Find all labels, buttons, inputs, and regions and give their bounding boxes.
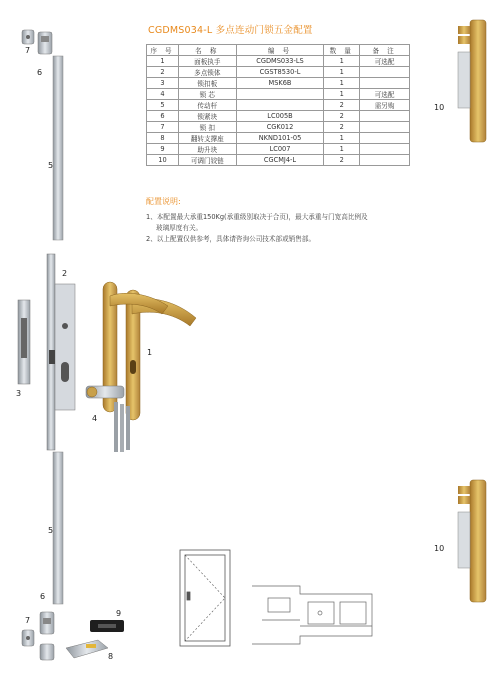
- cell-index: 3: [147, 78, 179, 89]
- cell-code: LC007: [236, 144, 324, 155]
- cell-code: NKND101-05: [236, 133, 324, 144]
- cell-remark: 需另购: [360, 100, 410, 111]
- lock-keeper-bottom: [22, 630, 54, 660]
- header-name: 名 称: [178, 45, 236, 56]
- callout-6: 6: [37, 68, 43, 77]
- cell-qty: 1: [324, 56, 360, 67]
- cell-index: 10: [147, 155, 179, 166]
- cell-index: 5: [147, 100, 179, 111]
- callout-4: 4: [92, 414, 98, 423]
- cell-name: 锁 扣: [178, 122, 236, 133]
- callout-2: 2: [62, 269, 68, 278]
- cell-qty: 2: [324, 111, 360, 122]
- cell-index: 7: [147, 122, 179, 133]
- cell-qty: 1: [324, 133, 360, 144]
- cell-qty: 1: [324, 78, 360, 89]
- cell-index: 6: [147, 111, 179, 122]
- door-elevation-drawing: [180, 550, 230, 646]
- cell-index: 9: [147, 144, 179, 155]
- cell-code: CGDMS033-LS: [236, 56, 324, 67]
- callout-6: 6: [40, 592, 46, 601]
- cell-name: 锁扣板: [178, 78, 236, 89]
- cell-qty: 1: [324, 144, 360, 155]
- lock-keeper-top: [22, 30, 34, 44]
- cell-name: 面板执手: [178, 56, 236, 67]
- cell-name: 助升块: [178, 144, 236, 155]
- section-profile-drawing: [252, 586, 372, 644]
- cell-code: CGK012: [236, 122, 324, 133]
- cell-qty: 2: [324, 122, 360, 133]
- cell-qty: 2: [324, 155, 360, 166]
- callout-8: 8: [108, 652, 114, 661]
- cell-qty: 2: [324, 100, 360, 111]
- callout-10: 10: [434, 544, 445, 553]
- callout-7: 7: [25, 46, 31, 55]
- cell-code: CGCMJ4-L: [236, 155, 324, 166]
- cell-code: LC005B: [236, 111, 324, 122]
- cell-name: 锁 芯: [178, 89, 236, 100]
- header-code: 编 号: [236, 45, 324, 56]
- support-seat: [66, 640, 108, 658]
- cell-name: 锁紧块: [178, 111, 236, 122]
- cell-code: MSK6B: [236, 78, 324, 89]
- callout-10: 10: [434, 103, 445, 112]
- header-index: 序 号: [147, 45, 179, 56]
- hinge-bottom: [458, 480, 486, 602]
- notes-title: 配置说明:: [146, 197, 181, 206]
- header-remark: 备 注: [360, 45, 410, 56]
- lift-block: [90, 620, 124, 632]
- cell-index: 8: [147, 133, 179, 144]
- strike-plate: [18, 300, 30, 384]
- cell-name: 可调门铰链: [178, 155, 236, 166]
- cell-code: CGST8530-L: [236, 67, 324, 78]
- lock-body: [47, 254, 75, 450]
- cell-name: 翻转支撑座: [178, 133, 236, 144]
- cell-remark: 可选配: [360, 56, 410, 67]
- callout-5: 5: [48, 526, 54, 535]
- locking-block-bottom: [40, 612, 54, 634]
- cell-qty: 1: [324, 67, 360, 78]
- cell-index: 4: [147, 89, 179, 100]
- locking-block-top: [38, 32, 52, 54]
- drive-rod-lower: [53, 452, 63, 604]
- cell-index: 1: [147, 56, 179, 67]
- drive-rod-upper: [53, 56, 63, 240]
- callout-7: 7: [25, 616, 31, 625]
- document-title: CGDMS034-L 多点连动门锁五金配置: [148, 25, 313, 36]
- callout-3: 3: [16, 389, 22, 398]
- cell-name: 传动杆: [178, 100, 236, 111]
- note-line: 2、以上配置仅供参考，具体请咨询公司技术部或销售部。: [146, 235, 316, 243]
- note-line: 玻璃厚度有关。: [156, 224, 203, 232]
- callout-9: 9: [116, 609, 122, 618]
- hinge-top: [458, 20, 486, 142]
- cell-qty: 1: [324, 89, 360, 100]
- callout-1: 1: [147, 348, 153, 357]
- cell-index: 2: [147, 67, 179, 78]
- header-qty: 数 量: [324, 45, 360, 56]
- cell-name: 多点锁体: [178, 67, 236, 78]
- cell-remark: 可选配: [360, 89, 410, 100]
- callout-5: 5: [48, 161, 54, 170]
- note-line: 1、本配置最大承重150Kg(承重级别取决于合页)，最大承重与门宽高比例及: [146, 213, 368, 221]
